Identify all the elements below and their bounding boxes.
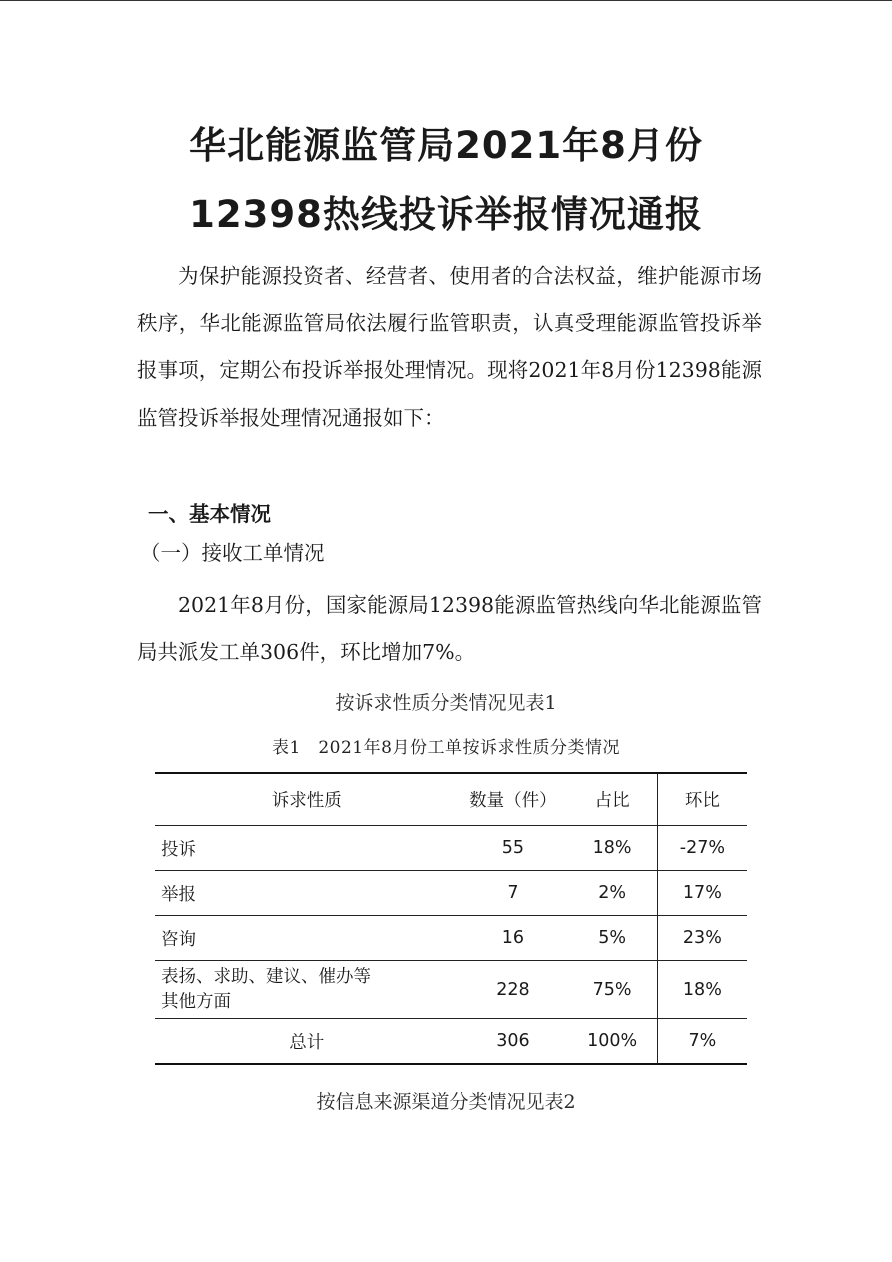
- row-count: 55: [501, 838, 525, 858]
- subsection-heading-work-orders: （一）接收工单情况: [140, 541, 325, 565]
- header-share: 占比: [567, 773, 657, 826]
- header-category: 诉求性质: [271, 791, 342, 811]
- table-header-row: [155, 773, 747, 826]
- table-row: [155, 826, 747, 871]
- row-mom: 17%: [682, 883, 722, 903]
- row-count: 7: [507, 883, 519, 903]
- row-mom: 23%: [682, 928, 722, 948]
- row-category-line2: 其他方面: [161, 991, 231, 1012]
- intro-paragraph: 为保护能源投资者、经营者、使用者的合法权益，维护能源市场秩序，华北能源监管局依法履行监管职责，认真受理能源监管投诉举报事项，定期公布投诉举报处理情况。现将2021年8月份12398能源监管投诉举报处理情况通报如下：: [137, 264, 762, 430]
- row-category-line1: 表扬、求助、建议、催办等: [161, 966, 371, 987]
- table-row: [155, 961, 747, 1019]
- row-category: 投诉: [161, 839, 196, 860]
- total-mom: 7%: [688, 1031, 717, 1051]
- total-share: 100%: [567, 1019, 657, 1065]
- total-count: 306: [496, 1031, 530, 1051]
- row-share: 75%: [567, 961, 657, 1019]
- row-share: 2%: [567, 871, 657, 916]
- row-mom: 18%: [682, 979, 722, 1000]
- section-heading-basic: 一、基本情况: [148, 502, 271, 526]
- row-count: 16: [501, 928, 525, 948]
- page-top-border: [0, 0, 892, 1]
- title-line-2: 12398热线投诉举报情况通报: [189, 193, 703, 236]
- work-order-paragraph: 2021年8月份，国家能源局12398能源监管热线向华北能源监管局共派发工单306件，环比增加7%。: [137, 593, 762, 665]
- table1-title: 表1 2021年8月份工单按诉求性质分类情况: [272, 738, 620, 758]
- row-share: 18%: [567, 826, 657, 871]
- header-count: 数量（件）: [469, 791, 557, 811]
- table1-complaint-nature: [155, 772, 747, 1065]
- table-row: [155, 916, 747, 961]
- header-mom: 环比: [684, 791, 720, 811]
- row-share: 5%: [567, 916, 657, 961]
- row-count: 228: [496, 979, 530, 1000]
- table1-caption: 按诉求性质分类情况见表1: [335, 692, 557, 714]
- row-category: [155, 961, 458, 1019]
- table2-caption: 按信息来源渠道分类情况见表2: [316, 1091, 576, 1113]
- table-total-row: [155, 1019, 747, 1065]
- title-line-1: 华北能源监管局2021年8月份: [189, 124, 703, 167]
- row-mom: -27%: [679, 838, 725, 858]
- table-row: [155, 871, 747, 916]
- row-category: 举报: [161, 884, 196, 905]
- row-category: 咨询: [161, 929, 196, 950]
- total-label: 总计: [289, 1032, 325, 1053]
